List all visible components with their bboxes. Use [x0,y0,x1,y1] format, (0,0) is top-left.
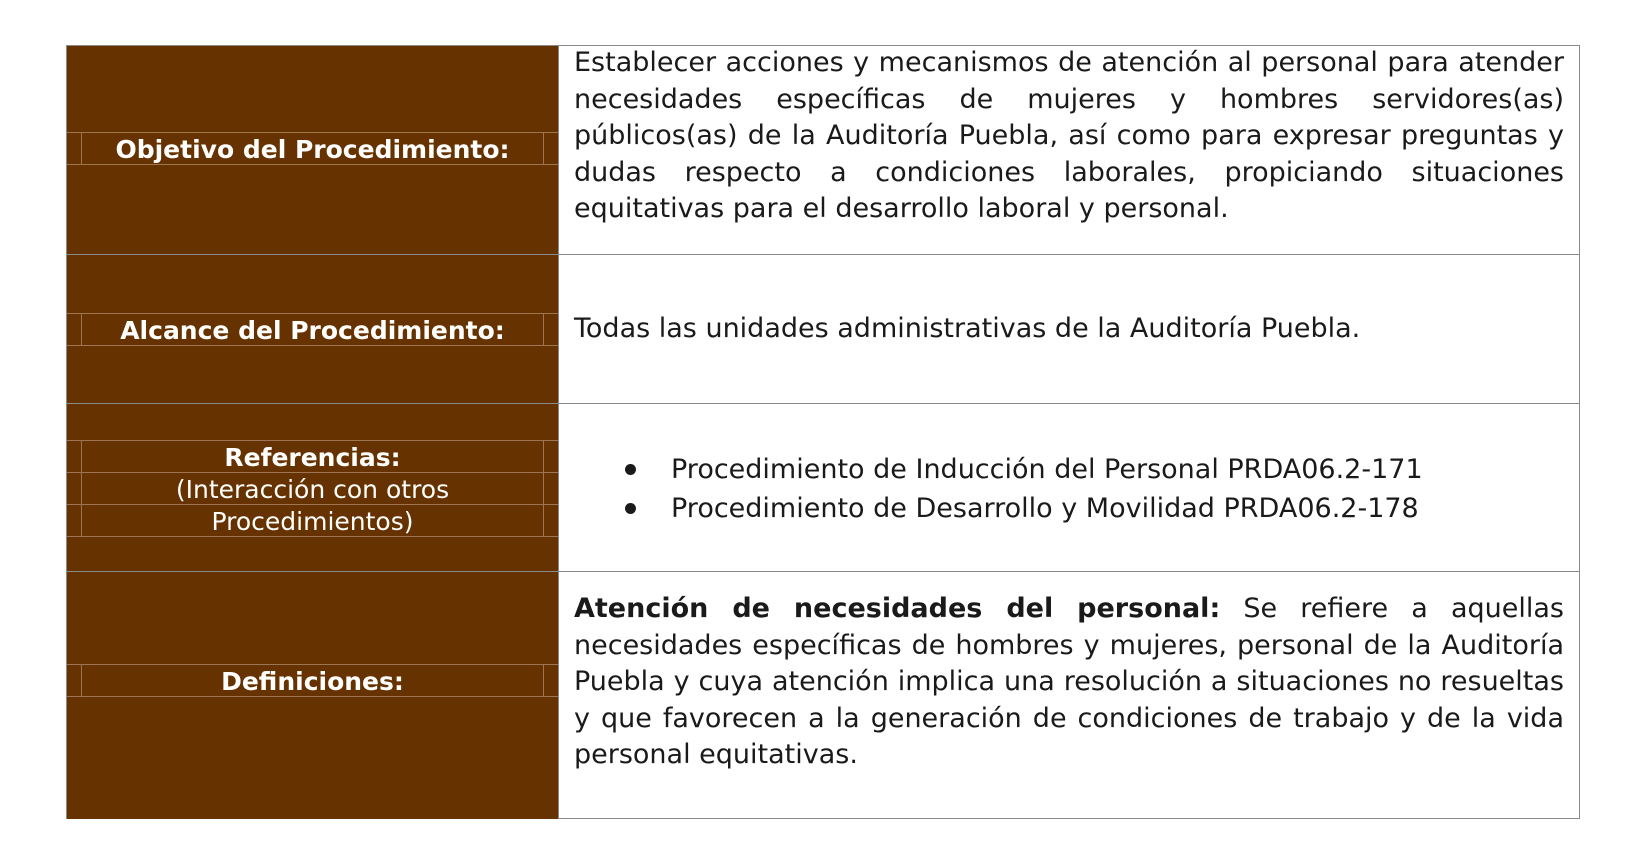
reference-item-text: Procedimiento de Desarrollo y Movilidad PRDA06.2-178 [671,493,1419,524]
objective-label-cell [67,46,558,254]
definitions-label: Definiciones: [67,664,558,697]
definitions-content-cell [558,572,1579,819]
scope-content-cell [558,255,1579,403]
scope-row [67,254,1579,403]
definitions-row [67,571,1579,819]
objective-text: Establecer acciones y mecanismos de atención al personal para atender necesidades específicas de mujeres y hombres servidores(as) públicos(as) de la Auditoría Puebla, así como para expresar preguntas y dudas respecto a condiciones laborales, propiciando situaciones equitativas para el desarrollo laboral y personal. [574,47,1564,224]
objective-content-cell [558,46,1579,254]
bullet-icon [625,464,636,475]
scope-label: Alcance del Procedimiento: [67,313,558,346]
scope-label-cell [67,255,558,403]
definition-body: Se refiere a aquellas necesidades específicas de hombres y mujeres, personal de la Auditoría Puebla y cuya atención implica una resolución a situaciones no resueltas y que favorecen a la generación de condiciones de trabajo y de la vida personal equitativas. [574,593,1565,770]
list-item [619,450,1564,489]
procedure-table [66,45,1580,819]
bullet-icon [625,503,636,514]
references-label: Referencias: [67,440,558,473]
definitions-label-cell [67,572,558,819]
objective-label: Objetivo del Procedimiento: [67,132,558,165]
references-row [67,403,1579,571]
objective-row [67,46,1579,254]
definition-text [574,591,1564,774]
scope-text: Todas las unidades administrativas de la Auditoría Puebla. [574,313,1361,344]
references-sublabel-line1: (Interacción con otros [67,472,558,505]
references-label-cell [67,404,558,571]
definition-term: Atención de necesidades del personal: [574,593,1221,624]
list-item [619,489,1564,528]
references-content-cell [558,404,1579,571]
reference-item-text: Procedimiento de Inducción del Personal PRDA06.2-171 [671,454,1423,485]
references-sublabel-line2: Procedimientos) [67,504,558,537]
references-list [619,450,1564,528]
